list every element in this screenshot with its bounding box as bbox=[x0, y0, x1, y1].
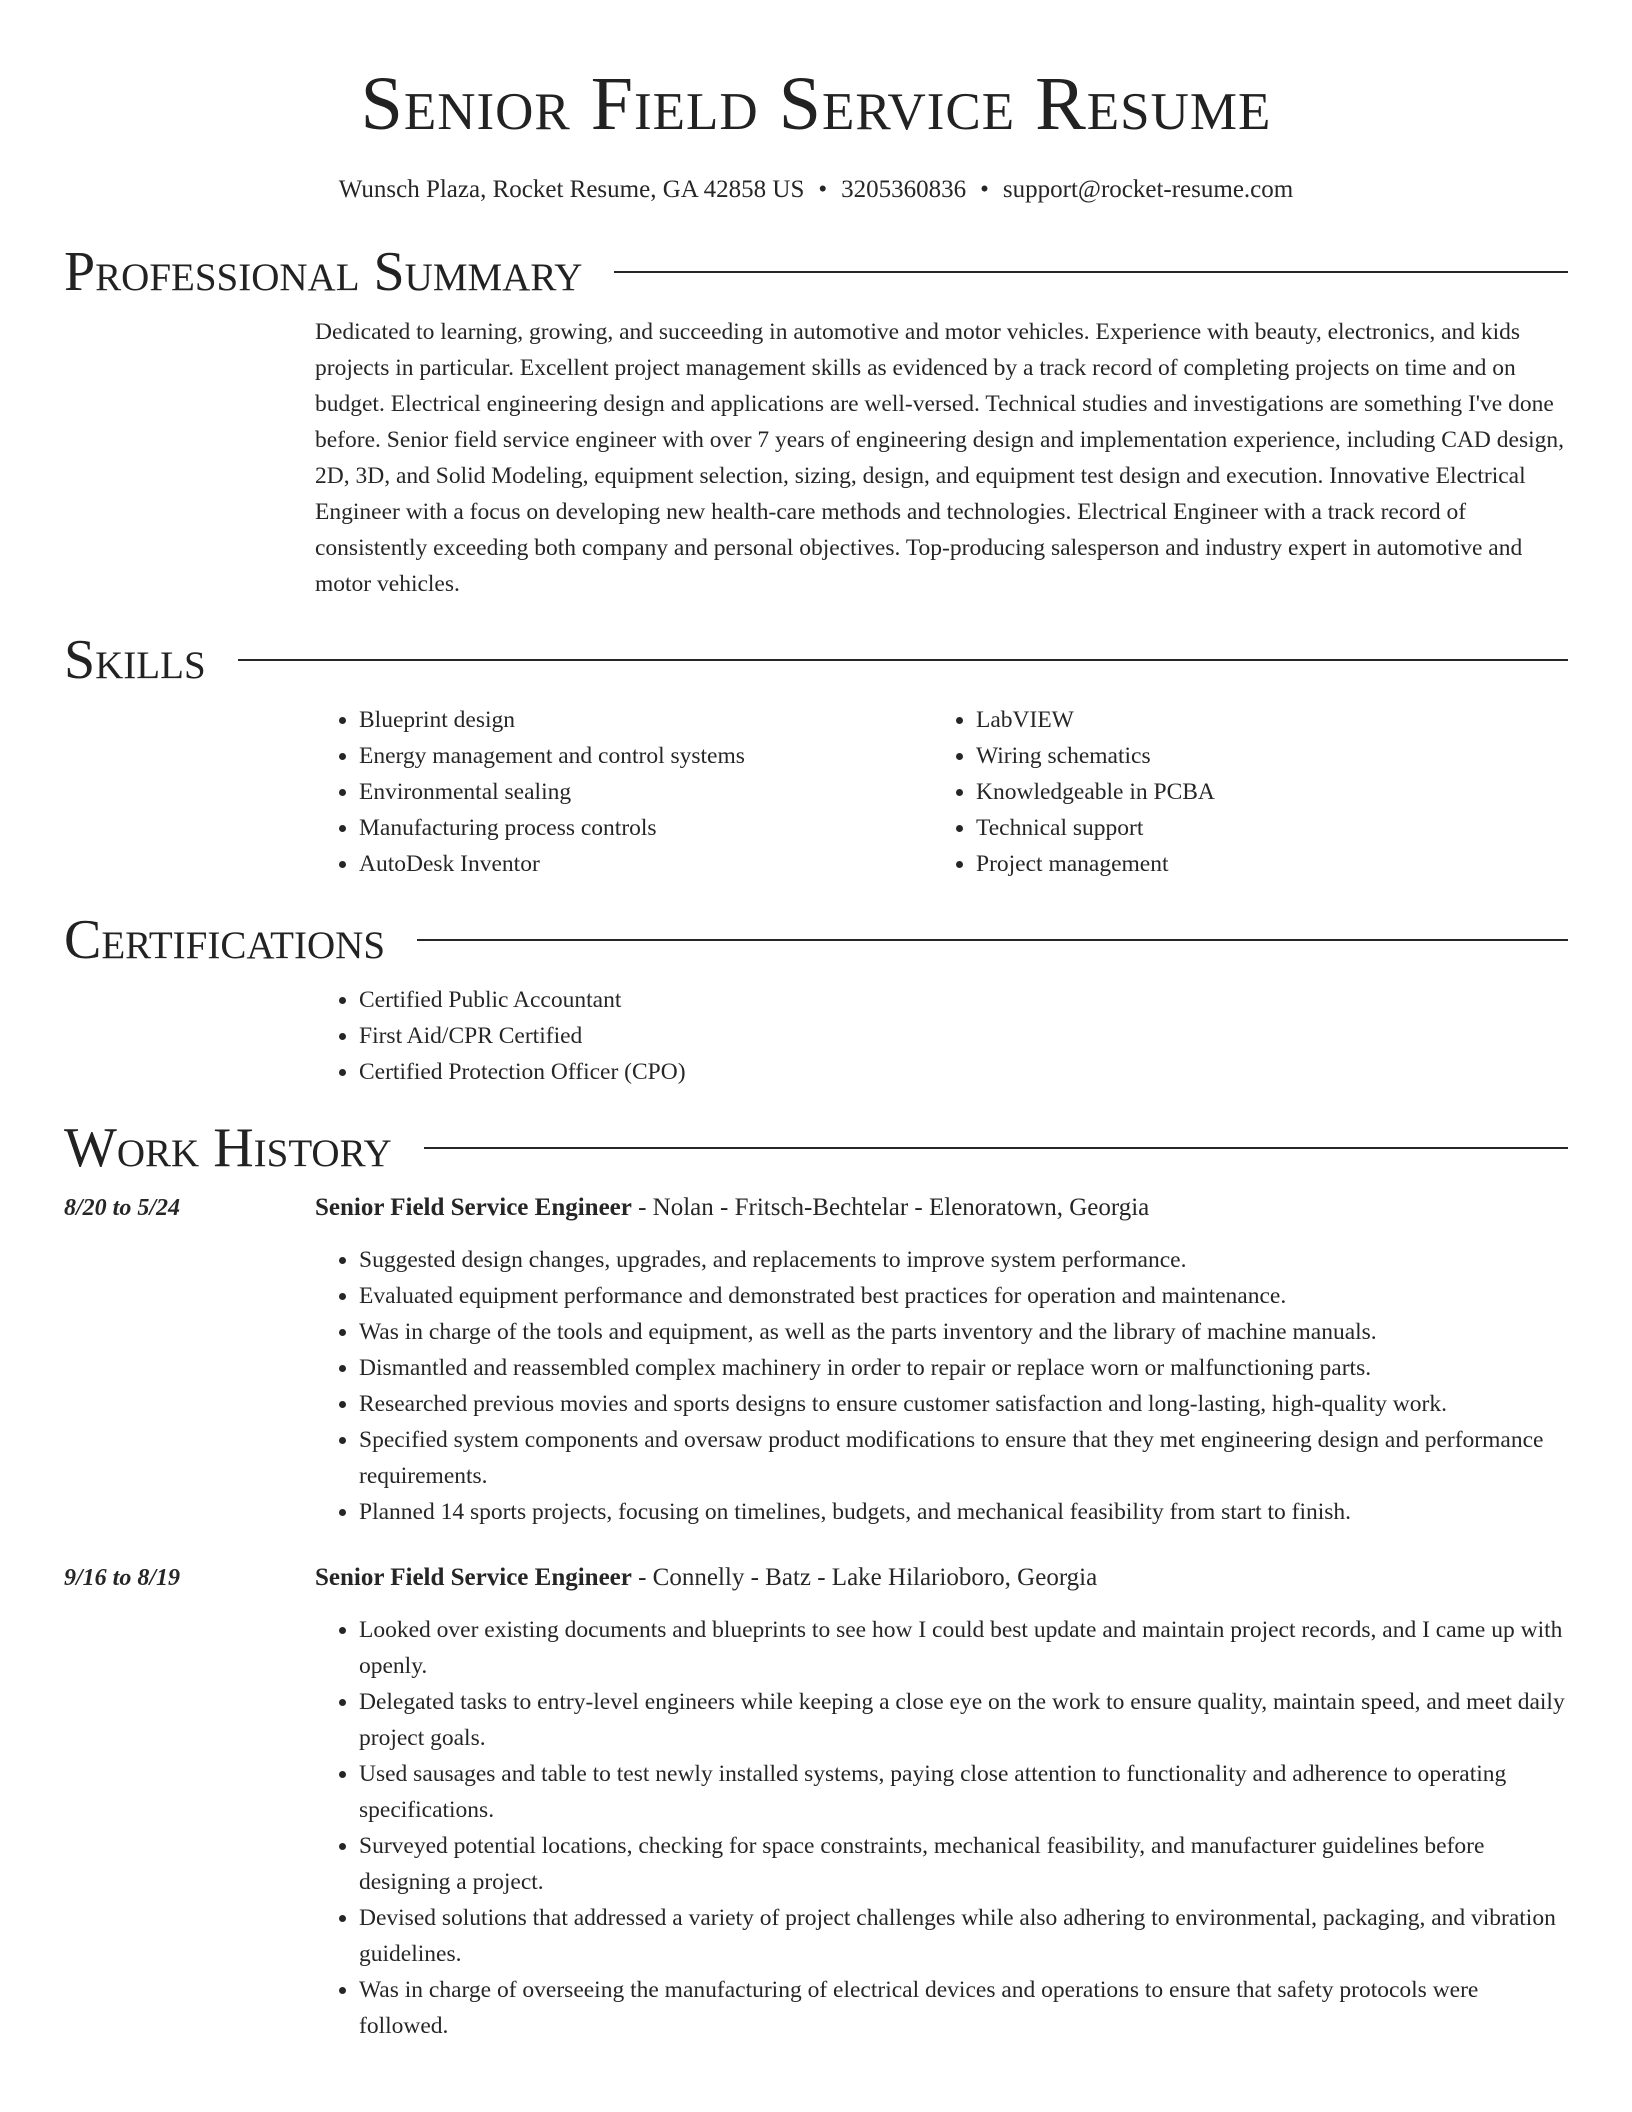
job-header bbox=[315, 1560, 1568, 1596]
skills-section-header bbox=[64, 628, 1568, 692]
job-dates: 9/16 to 8/19 bbox=[64, 1565, 181, 1591]
summary-text: Dedicated to learning, growing, and succeeding in automotive and motor vehicles. Experience with beauty, electronics, and kids projects in particular. Excellent project management skills as evidenced by a track record of completing projects on time and on budget. Electrical engineering design and applications are well-versed. Technical studies and investigations are something I've done before. Senior field service engineer with over 7 years of engineering design and implementation experience, including CAD design, 2D, 3D, and Solid Modeling, equipment selection, sizing, design, and equipment test design and execution. Innovative Electrical Engineer with a focus on developing new health-care methods and technologies. Electrical Engineer with a track record of consistently exceeding both company and personal objectives. Top-producing salesperson and industry expert in automotive and motor vehicles. bbox=[315, 319, 1565, 597]
certifications-section bbox=[64, 982, 1568, 1090]
section-divider bbox=[238, 659, 1568, 661]
section-divider bbox=[417, 939, 1568, 941]
contact-separator: • bbox=[980, 176, 989, 203]
job-bullet: • Researched previous movies and sports designs to ensure customer satisfaction and long-lasting, high-quality work. bbox=[359, 1386, 1568, 1422]
certification-item: • Certified Protection Officer (CPO) bbox=[359, 1054, 1568, 1090]
job-details bbox=[315, 1190, 1568, 1530]
summary-section-header bbox=[64, 240, 1568, 304]
job-bullet: • Dismantled and reassembled complex machinery in order to repair or replace worn or malfunctioning parts. bbox=[359, 1350, 1568, 1386]
certification-item: • Certified Public Accountant bbox=[359, 982, 1568, 1018]
job-bullet: • Looked over existing documents and blueprints to see how I could best update and maintain project records, and I came up with openly. bbox=[359, 1612, 1568, 1684]
skills-list-left bbox=[315, 702, 932, 882]
skills-heading: Skills bbox=[64, 629, 206, 691]
summary-heading: Professional Summary bbox=[64, 241, 583, 303]
job-bullet: • Was in charge of overseeing the manufacturing of electrical devices and operations to ensure that safety protocols were followed. bbox=[359, 1972, 1568, 2044]
contact-line bbox=[64, 174, 1568, 206]
skills-list-right bbox=[932, 702, 1549, 882]
certifications-list bbox=[315, 982, 1568, 1090]
section-divider bbox=[424, 1147, 1568, 1149]
job-details bbox=[315, 1560, 1568, 2044]
skill-item: • Knowledgeable in PCBA bbox=[976, 774, 1549, 810]
skill-item: • Project management bbox=[976, 846, 1549, 882]
resume-title: Senior Field Service Resume bbox=[360, 62, 1272, 146]
section-divider bbox=[614, 271, 1568, 273]
job-header bbox=[315, 1190, 1568, 1226]
skill-item: • Technical support bbox=[976, 810, 1549, 846]
job-bullet: • Was in charge of the tools and equipment, as well as the parts inventory and the library of machine manuals. bbox=[359, 1314, 1568, 1350]
job-entry bbox=[64, 1560, 1568, 2044]
job-title: Senior Field Service Engineer bbox=[315, 1194, 632, 1221]
job-bullets bbox=[315, 1242, 1568, 1530]
job-entry bbox=[64, 1190, 1568, 1530]
job-bullets bbox=[315, 1612, 1568, 2044]
job-bullet: • Delegated tasks to entry-level engineers while keeping a close eye on the work to ensure quality, maintain speed, and meet daily project goals. bbox=[359, 1684, 1568, 1756]
certifications-heading: Certifications bbox=[64, 909, 386, 971]
job-employer: - Connelly - Batz - Lake Hilarioboro, Georgia bbox=[631, 1564, 1098, 1591]
skill-item: • Manufacturing process controls bbox=[359, 810, 932, 846]
job-dates: 8/20 to 5/24 bbox=[64, 1195, 181, 1221]
skill-item: • AutoDesk Inventor bbox=[359, 846, 932, 882]
contact-address: Wunsch Plaza, Rocket Resume, GA 42858 US bbox=[338, 176, 805, 203]
contact-separator: • bbox=[818, 176, 828, 203]
skills-section bbox=[64, 702, 1568, 882]
job-bullet: • Surveyed potential locations, checking for space constraints, mechanical feasibility, and manufacturer guidelines before designing a project. bbox=[359, 1828, 1568, 1900]
contact-phone: 3205360836 bbox=[841, 176, 967, 203]
job-title: Senior Field Service Engineer bbox=[315, 1564, 632, 1591]
summary-section bbox=[64, 314, 1568, 602]
skill-item: • Blueprint design bbox=[359, 702, 932, 738]
skill-item: • Environmental sealing bbox=[359, 774, 932, 810]
job-bullet: • Planned 14 sports projects, focusing on timelines, budgets, and mechanical feasibility from start to finish. bbox=[359, 1494, 1568, 1530]
job-bullet: • Specified system components and oversaw product modifications to ensure that they met engineering design and performance requirements. bbox=[359, 1422, 1568, 1494]
job-bullet: • Used sausages and table to test newly installed systems, paying close attention to functionality and adherence to operating specifications. bbox=[359, 1756, 1568, 1828]
work-history-heading: Work History bbox=[64, 1117, 392, 1179]
certifications-section-header bbox=[64, 908, 1568, 972]
job-employer: - Nolan - Fritsch-Bechtelar - Elenoratown, Georgia bbox=[631, 1194, 1150, 1221]
skill-item: • LabVIEW bbox=[976, 702, 1549, 738]
job-bullet: • Suggested design changes, upgrades, and replacements to improve system performance. bbox=[359, 1242, 1568, 1278]
job-bullet: • Devised solutions that addressed a variety of project challenges while also adhering to environmental, packaging, and vibration guidelines. bbox=[359, 1900, 1568, 1972]
certification-item: • First Aid/CPR Certified bbox=[359, 1018, 1568, 1054]
job-bullet: • Evaluated equipment performance and demonstrated best practices for operation and maintenance. bbox=[359, 1278, 1568, 1314]
skill-item: • Wiring schematics bbox=[976, 738, 1549, 774]
skills-grid bbox=[315, 702, 1568, 882]
contact-email: support@rocket-resume.com bbox=[1002, 176, 1294, 203]
skill-item: • Energy management and control systems bbox=[359, 738, 932, 774]
work-history-section-header bbox=[64, 1116, 1568, 1180]
